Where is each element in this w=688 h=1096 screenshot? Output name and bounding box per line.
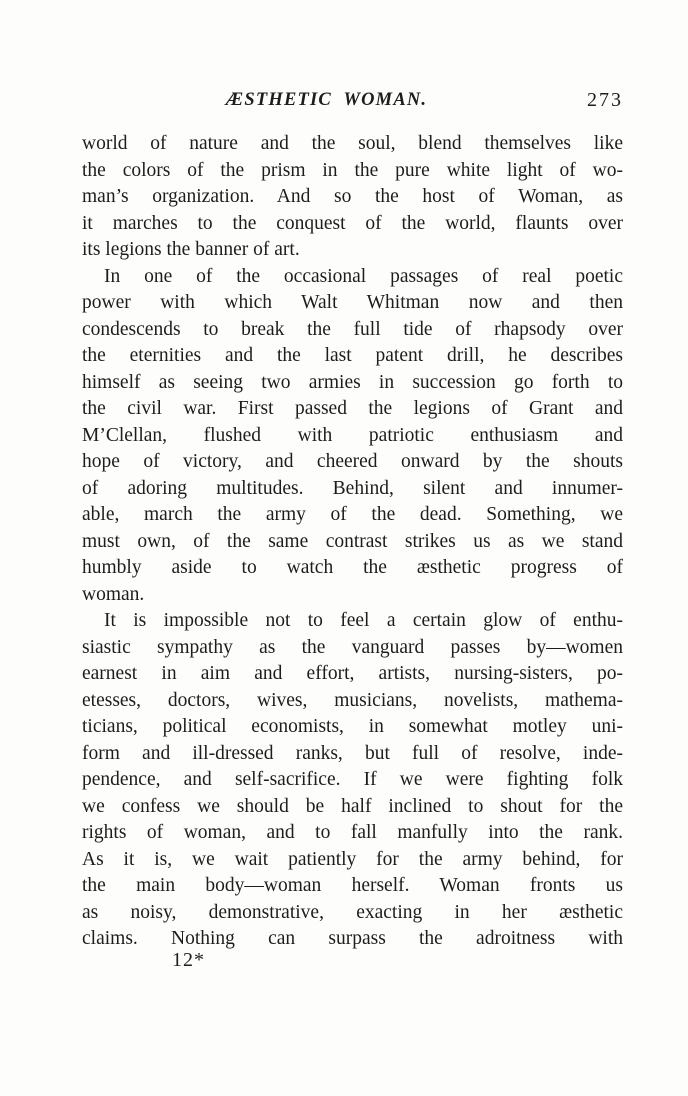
text-line: the main body—woman herself. Woman fronts us xyxy=(82,875,623,896)
text-line: humbly aside to watch the æsthetic progress of xyxy=(82,557,623,578)
text-line: In one of the occasional passages of real poetic xyxy=(104,265,623,287)
text-line: It is impossible not to feel a certain glow of enthu- xyxy=(104,610,623,631)
running-title: ÆSTHETIC WOMAN. xyxy=(225,90,428,110)
text-line: rights of woman, and to fall manfully into the rank. xyxy=(82,822,623,843)
text-line: hope of victory, and cheered onward by the shouts xyxy=(82,451,623,472)
text-line: it marches to the conquest of the world, flaunts over xyxy=(82,212,623,234)
page-body xyxy=(82,131,623,953)
signature-mark: 12* xyxy=(172,949,205,971)
page-header xyxy=(82,90,623,116)
page-number: 273 xyxy=(587,89,623,111)
text-line: claims. Nothing can surpass the adroitness with xyxy=(82,928,623,949)
text-line: himself as seeing two armies in succession go forth to xyxy=(82,371,623,393)
text-line: as noisy, demonstrative, exacting in her æsthetic xyxy=(82,901,623,923)
text-line: must own, of the same contrast strikes us as we stand xyxy=(82,530,623,552)
text-line: world of nature and the soul, blend themselves like xyxy=(82,133,623,154)
text-line: pendence, and self-sacrifice. If we were fighting folk xyxy=(82,769,623,790)
text-line: its legions the banner of art. xyxy=(82,239,300,260)
text-line: man’s organization. And so the host of Woman, as xyxy=(82,186,623,207)
text-line: power with which Walt Whitman now and then xyxy=(82,292,623,313)
text-line: we confess we should be half inclined to shout for the xyxy=(82,795,623,817)
text-line: the civil war. First passed the legions of Grant and xyxy=(82,398,623,419)
text-line: woman. xyxy=(82,583,145,605)
text-line: siastic sympathy as the vanguard passes by—women xyxy=(82,636,623,658)
text-line: able, march the army of the dead. Something, we xyxy=(82,504,623,525)
text-line: of adoring multitudes. Behind, silent and innumer- xyxy=(82,477,623,499)
text-line: form and ill-dressed ranks, but full of resolve, inde- xyxy=(82,742,623,764)
text-line: earnest in aim and effort, artists, nursing-sisters, po- xyxy=(82,663,623,684)
text-line: the colors of the prism in the pure white light of wo- xyxy=(82,159,623,181)
text-line: ticians, political economists, in somewhat motley uni- xyxy=(82,716,623,737)
text-line: condescends to break the full tide of rhapsody over xyxy=(82,318,623,340)
text-line: As it is, we wait patiently for the army behind, for xyxy=(82,848,623,870)
text-line: the eternities and the last patent drill, he describes xyxy=(82,345,623,366)
text-line: etesses, doctors, wives, musicians, novelists, mathema- xyxy=(82,689,623,711)
text-line: M’Clellan, flushed with patriotic enthusiasm and xyxy=(82,424,623,446)
